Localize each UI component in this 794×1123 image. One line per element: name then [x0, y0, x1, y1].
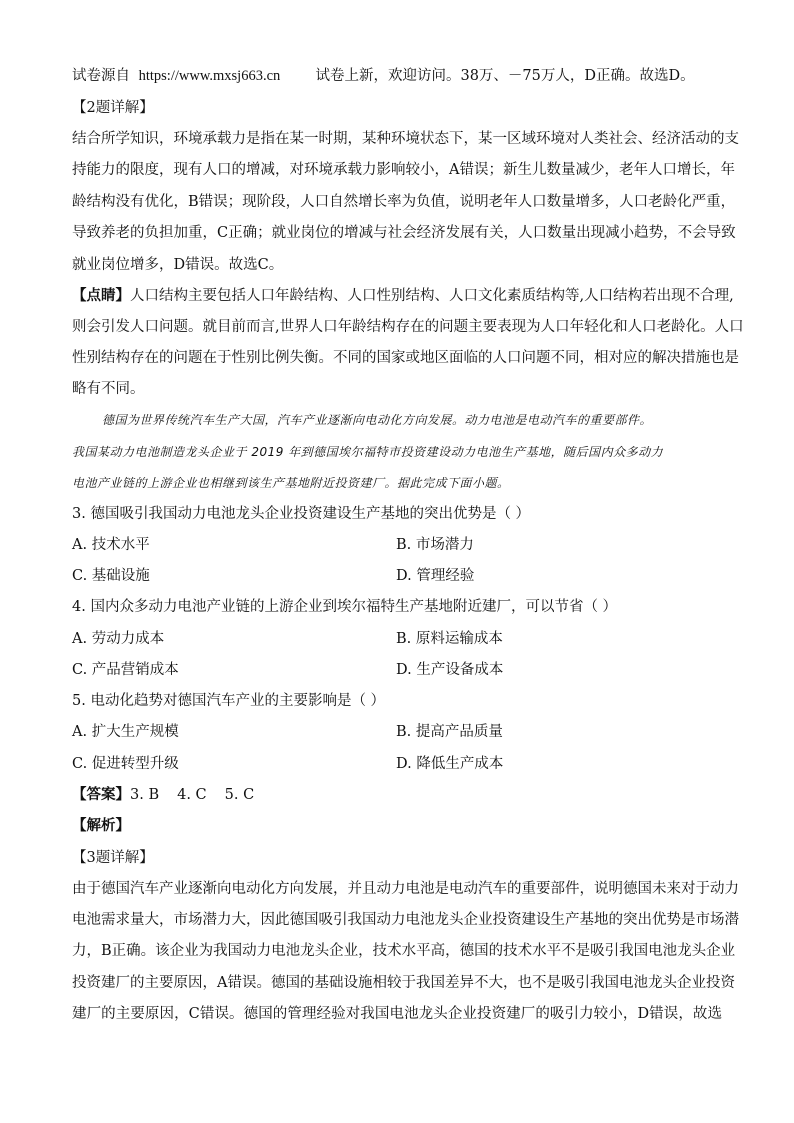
- passage-line: 电池产业链的上游企业也相继到该生产基地附近投资建厂。据此完成下面小题。: [72, 476, 510, 490]
- q2-detail-line: 结合所学知识，环境承载力是指在某一时期，某种环境状态下，某一区域环境对人类社会、经济活动的支: [72, 131, 739, 147]
- option-5a[interactable]: A. 扩大生产规模: [72, 724, 179, 740]
- option-4a[interactable]: A. 劳动力成本: [72, 631, 165, 647]
- source-prefix: 试卷源自: [72, 68, 130, 84]
- option-3d[interactable]: D. 管理经验: [396, 568, 475, 584]
- option-4d[interactable]: D. 生产设备成本: [396, 662, 504, 678]
- tips-line: 则会引发人口问题。就目前而言,世界人口年龄结构存在的问题主要表现为人口年轻化和人口老龄化。人口: [72, 319, 744, 335]
- q2-detail-line: 持能力的限度，现有人口的增减，对环境承载力影响较小，A错误；新生儿数量减少，老年人口增长，年: [72, 162, 735, 178]
- tips-line: 略有不同。: [72, 381, 145, 397]
- q3-detail-line: 力，B正确。该企业为我国动力电池龙头企业，技术水平高，德国的技术水平不是吸引我国电池龙头企业: [72, 943, 736, 959]
- question-stem-5: 5. 电动化趋势对德国汽车产业的主要影响是（ ）: [72, 693, 386, 709]
- option-3a[interactable]: A. 技术水平: [72, 537, 150, 553]
- answer-label: 【答案】: [72, 786, 130, 803]
- tips-label: 【点睛】: [72, 287, 130, 304]
- option-5d[interactable]: D. 降低生产成本: [396, 756, 504, 772]
- answer-4: 4. C: [177, 787, 207, 803]
- tips-line: 性别结构存在的问题在于性别比例失衡。不同的国家或地区面临的人口问题不同，相对应的解决措施也是: [72, 350, 739, 366]
- answer-5: 5. C: [224, 787, 255, 803]
- question-stem-4: 4. 国内众多动力电池产业链的上游企业到埃尔福特生产基地附近建厂，可以节省（ ）: [72, 599, 618, 615]
- q2-detail-line: 龄结构没有优化，B错误；现阶段，人口自然增长率为负值，说明老年人口数量增多，人口老龄化严重，: [72, 194, 736, 210]
- option-4c[interactable]: C. 产品营销成本: [72, 662, 179, 678]
- passage-line: 德国为世界传统汽车生产大国，汽车产业逐渐向电动化方向发展。动力电池是电动汽车的重要部件。: [102, 413, 653, 427]
- q2-detail-line: 导致养老的负担加重，C正确；就业岗位的增减与社会经济发展有关，人口数量出现减小趋势，不会导致: [72, 225, 736, 241]
- answer-line: [72, 785, 254, 805]
- answer-3: 3. B: [130, 787, 160, 803]
- q3-detail-line: 建厂的主要原因，C错误。德国的管理经验对我国电池龙头企业投资建厂的吸引力较小，D错误，故选: [72, 1006, 722, 1022]
- option-4b[interactable]: B. 原料运输成本: [396, 631, 503, 647]
- source-line: [72, 66, 695, 86]
- analysis-label: 【解析】: [72, 817, 130, 834]
- q3-detail-heading: 【3题详解】: [72, 850, 154, 866]
- option-3b[interactable]: B. 市场潜力: [396, 537, 474, 553]
- tips-text: 人口结构主要包括人口年龄结构、人口性别结构、人口文化素质结构等,人口结构若出现不合理,: [130, 288, 734, 304]
- tips-first-line: [72, 286, 734, 306]
- option-3c[interactable]: C. 基础设施: [72, 568, 150, 584]
- q3-detail-line: 由于德国汽车产业逐渐向电动化方向发展，并且动力电池是电动汽车的重要部件，说明德国未来对于动力: [72, 881, 739, 897]
- q3-detail-line: 投资建厂的主要原因，A错误。德国的基础设施相较于我国差异不大，也不是吸引我国电池龙头企业投资: [72, 975, 735, 991]
- q2-detail-heading: 【2题详解】: [72, 100, 154, 116]
- question-stem-3: 3. 德国吸引我国动力电池龙头企业投资建设生产基地的突出优势是（ ）: [72, 506, 531, 522]
- option-5b[interactable]: B. 提高产品质量: [396, 724, 503, 740]
- source-suffix: 试卷上新，欢迎访问。38万、－75万人，D正确。故选D。: [315, 68, 695, 84]
- source-url[interactable]: https://www.mxsj663.cn: [138, 68, 281, 84]
- q2-detail-line: 就业岗位增多，D错误。故选C。: [72, 257, 284, 273]
- passage-line: 我国某动力电池制造龙头企业于 2019 年到德国埃尔福特市投资建设动力电池生产基地，随后国内众多动力: [72, 445, 664, 459]
- option-5c[interactable]: C. 促进转型升级: [72, 756, 179, 772]
- q3-detail-line: 电池需求量大，市场潜力大，因此德国吸引我国动力电池龙头企业投资建设生产基地的突出优势是市场潜: [72, 912, 739, 928]
